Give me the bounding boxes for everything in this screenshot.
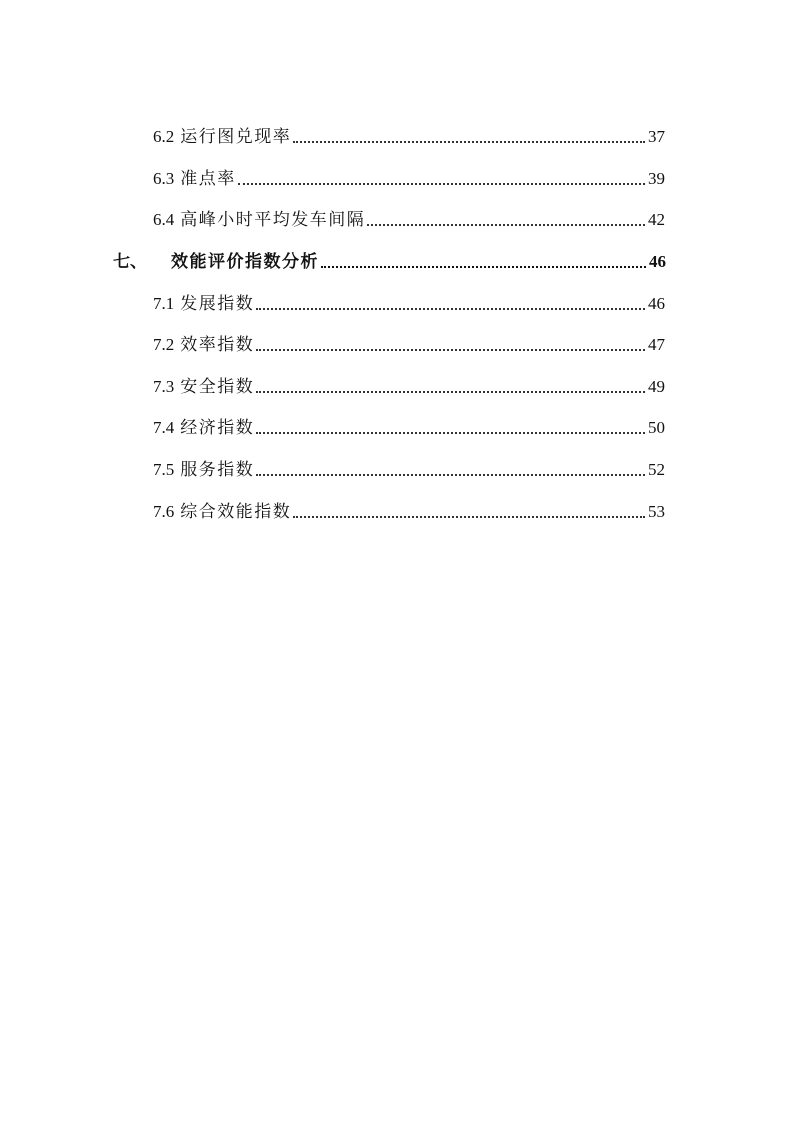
toc-entry-page: 52 (648, 460, 665, 479)
toc-entry-7-4[interactable] (153, 412, 665, 438)
dot-leader (321, 265, 646, 268)
toc-chapter-7[interactable] (113, 246, 666, 272)
dot-leader (293, 515, 645, 518)
toc-entry-title: 发展指数 (180, 294, 255, 313)
toc-chapter-title: 效能评价指数分析 (171, 252, 319, 271)
toc-chapter-page: 46 (649, 252, 666, 271)
toc-entry-title: 高峰小时平均发车间隔 (180, 210, 366, 229)
toc-entry-page: 37 (648, 127, 665, 146)
toc-entry-7-5[interactable] (153, 454, 665, 480)
toc-entry-7-3[interactable] (153, 371, 665, 397)
toc-chapter-number: 七、 (113, 252, 147, 271)
dot-leader (367, 223, 645, 226)
dot-leader (256, 431, 645, 434)
toc-entry-number: 6.4 (153, 210, 175, 229)
toc-entry-number: 7.3 (153, 377, 175, 396)
toc-entry-number: 6.3 (153, 169, 175, 188)
dot-leader (256, 473, 645, 476)
toc-entry-7-6[interactable] (153, 496, 665, 522)
toc-entry-page: 49 (648, 377, 665, 396)
dot-leader (256, 390, 645, 393)
toc-entry-number: 7.5 (153, 460, 175, 479)
toc-entry-number: 7.4 (153, 418, 175, 437)
toc-entry-7-2[interactable] (153, 329, 665, 355)
toc-entry-title: 安全指数 (180, 377, 255, 396)
dot-leader (256, 307, 645, 310)
toc-entry-page: 50 (648, 418, 665, 437)
dot-leader (238, 182, 645, 185)
toc-entry-number: 7.1 (153, 294, 175, 313)
dot-leader (256, 348, 645, 351)
toc-entry-title: 效率指数 (180, 335, 255, 354)
toc-entry-title: 综合效能指数 (180, 502, 292, 521)
toc-entry-6-4[interactable] (153, 204, 665, 230)
toc-entry-title: 运行图兑现率 (180, 127, 292, 146)
toc-entry-number: 7.2 (153, 335, 175, 354)
toc-entry-page: 47 (648, 335, 665, 354)
toc-entry-page: 53 (648, 502, 665, 521)
toc-entry-title: 经济指数 (180, 418, 255, 437)
toc-entry-page: 39 (648, 169, 665, 188)
toc-entry-title: 服务指数 (180, 460, 255, 479)
dot-leader (293, 140, 645, 143)
toc-entry-6-2[interactable] (153, 121, 665, 147)
toc-entry-7-1[interactable] (153, 288, 665, 314)
toc-entry-6-3[interactable] (153, 163, 665, 189)
toc-entry-number: 6.2 (153, 127, 175, 146)
toc-entry-number: 7.6 (153, 502, 175, 521)
toc-entry-page: 46 (648, 294, 665, 313)
toc-entry-page: 42 (648, 210, 665, 229)
toc-entry-title: 准点率 (180, 169, 236, 188)
